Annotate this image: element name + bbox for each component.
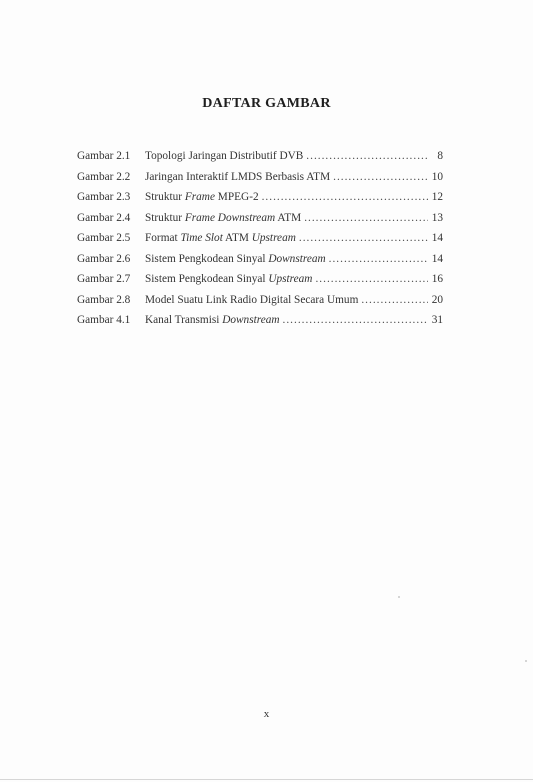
dot-leader: [306, 150, 428, 162]
scan-edge: [0, 779, 533, 780]
figure-title: Model Suatu Link Radio Digital Secara Umum: [145, 293, 359, 306]
figure-label: Gambar 2.8: [77, 293, 131, 306]
figure-page-number: 14: [431, 232, 443, 244]
figure-page-number: 8: [437, 150, 443, 162]
list-item: [77, 273, 443, 294]
page-title: DAFTAR GAMBAR: [202, 96, 331, 111]
dot-leader: [361, 294, 428, 306]
figure-entry: [145, 191, 443, 203]
figure-entry: [145, 171, 443, 183]
figure-title: Sistem Pengkodean Sinyal Upstream: [145, 273, 313, 285]
figure-page-number: 10: [431, 170, 443, 183]
figure-label: Gambar 2.3: [77, 191, 131, 203]
list-item: [77, 150, 443, 171]
figure-entry: [145, 294, 443, 306]
figure-label: Gambar 2.1: [77, 150, 131, 162]
figure-page-number: 14: [431, 252, 443, 265]
figure-page-number: 16: [431, 273, 443, 285]
list-item: [77, 314, 443, 335]
figure-entry: [145, 273, 443, 285]
scan-speck: [398, 596, 400, 598]
list-item: [77, 191, 443, 212]
figure-list: [77, 150, 443, 335]
figure-entry: [145, 232, 443, 244]
page-number: x: [263, 708, 270, 720]
list-item: [77, 212, 443, 233]
figure-title: Format Time Slot ATM Upstream: [145, 232, 296, 244]
figure-title: Struktur Frame Downstream ATM: [145, 211, 302, 224]
figure-label: Gambar 2.2: [77, 170, 131, 183]
figure-title: Jaringan Interaktif LMDS Berbasis ATM: [145, 170, 331, 183]
list-item: [77, 232, 443, 253]
figure-label: Gambar 2.5: [77, 232, 131, 244]
dot-leader: [299, 232, 428, 244]
dot-leader: [333, 171, 428, 183]
scan-speck: [525, 660, 527, 662]
figure-label: Gambar 2.7: [77, 273, 131, 285]
figure-entry: [145, 253, 443, 265]
dot-leader: [304, 212, 428, 224]
figure-page-number: 12: [431, 191, 443, 203]
figure-label: Gambar 2.4: [77, 211, 131, 224]
figure-title: Kanal Transmisi Downstream: [145, 314, 280, 326]
figure-label: Gambar 2.6: [77, 252, 131, 265]
list-item: [77, 171, 443, 192]
figure-entry: [145, 150, 443, 162]
list-item: [77, 253, 443, 274]
dot-leader: [283, 314, 428, 326]
dot-leader: [329, 253, 428, 265]
figure-page-number: 20: [431, 293, 443, 306]
figure-title: Sistem Pengkodean Sinyal Downstream: [145, 252, 326, 265]
list-item: [77, 294, 443, 315]
figure-title: Topologi Jaringan Distributif DVB: [145, 150, 304, 162]
dot-leader: [262, 191, 428, 203]
dot-leader: [315, 273, 428, 285]
figure-label: Gambar 4.1: [77, 314, 131, 326]
figure-entry: [145, 212, 443, 224]
figure-page-number: 13: [431, 211, 443, 224]
figure-title: Struktur Frame MPEG-2: [145, 191, 259, 203]
figure-page-number: 31: [431, 314, 443, 326]
figure-entry: [145, 314, 443, 326]
